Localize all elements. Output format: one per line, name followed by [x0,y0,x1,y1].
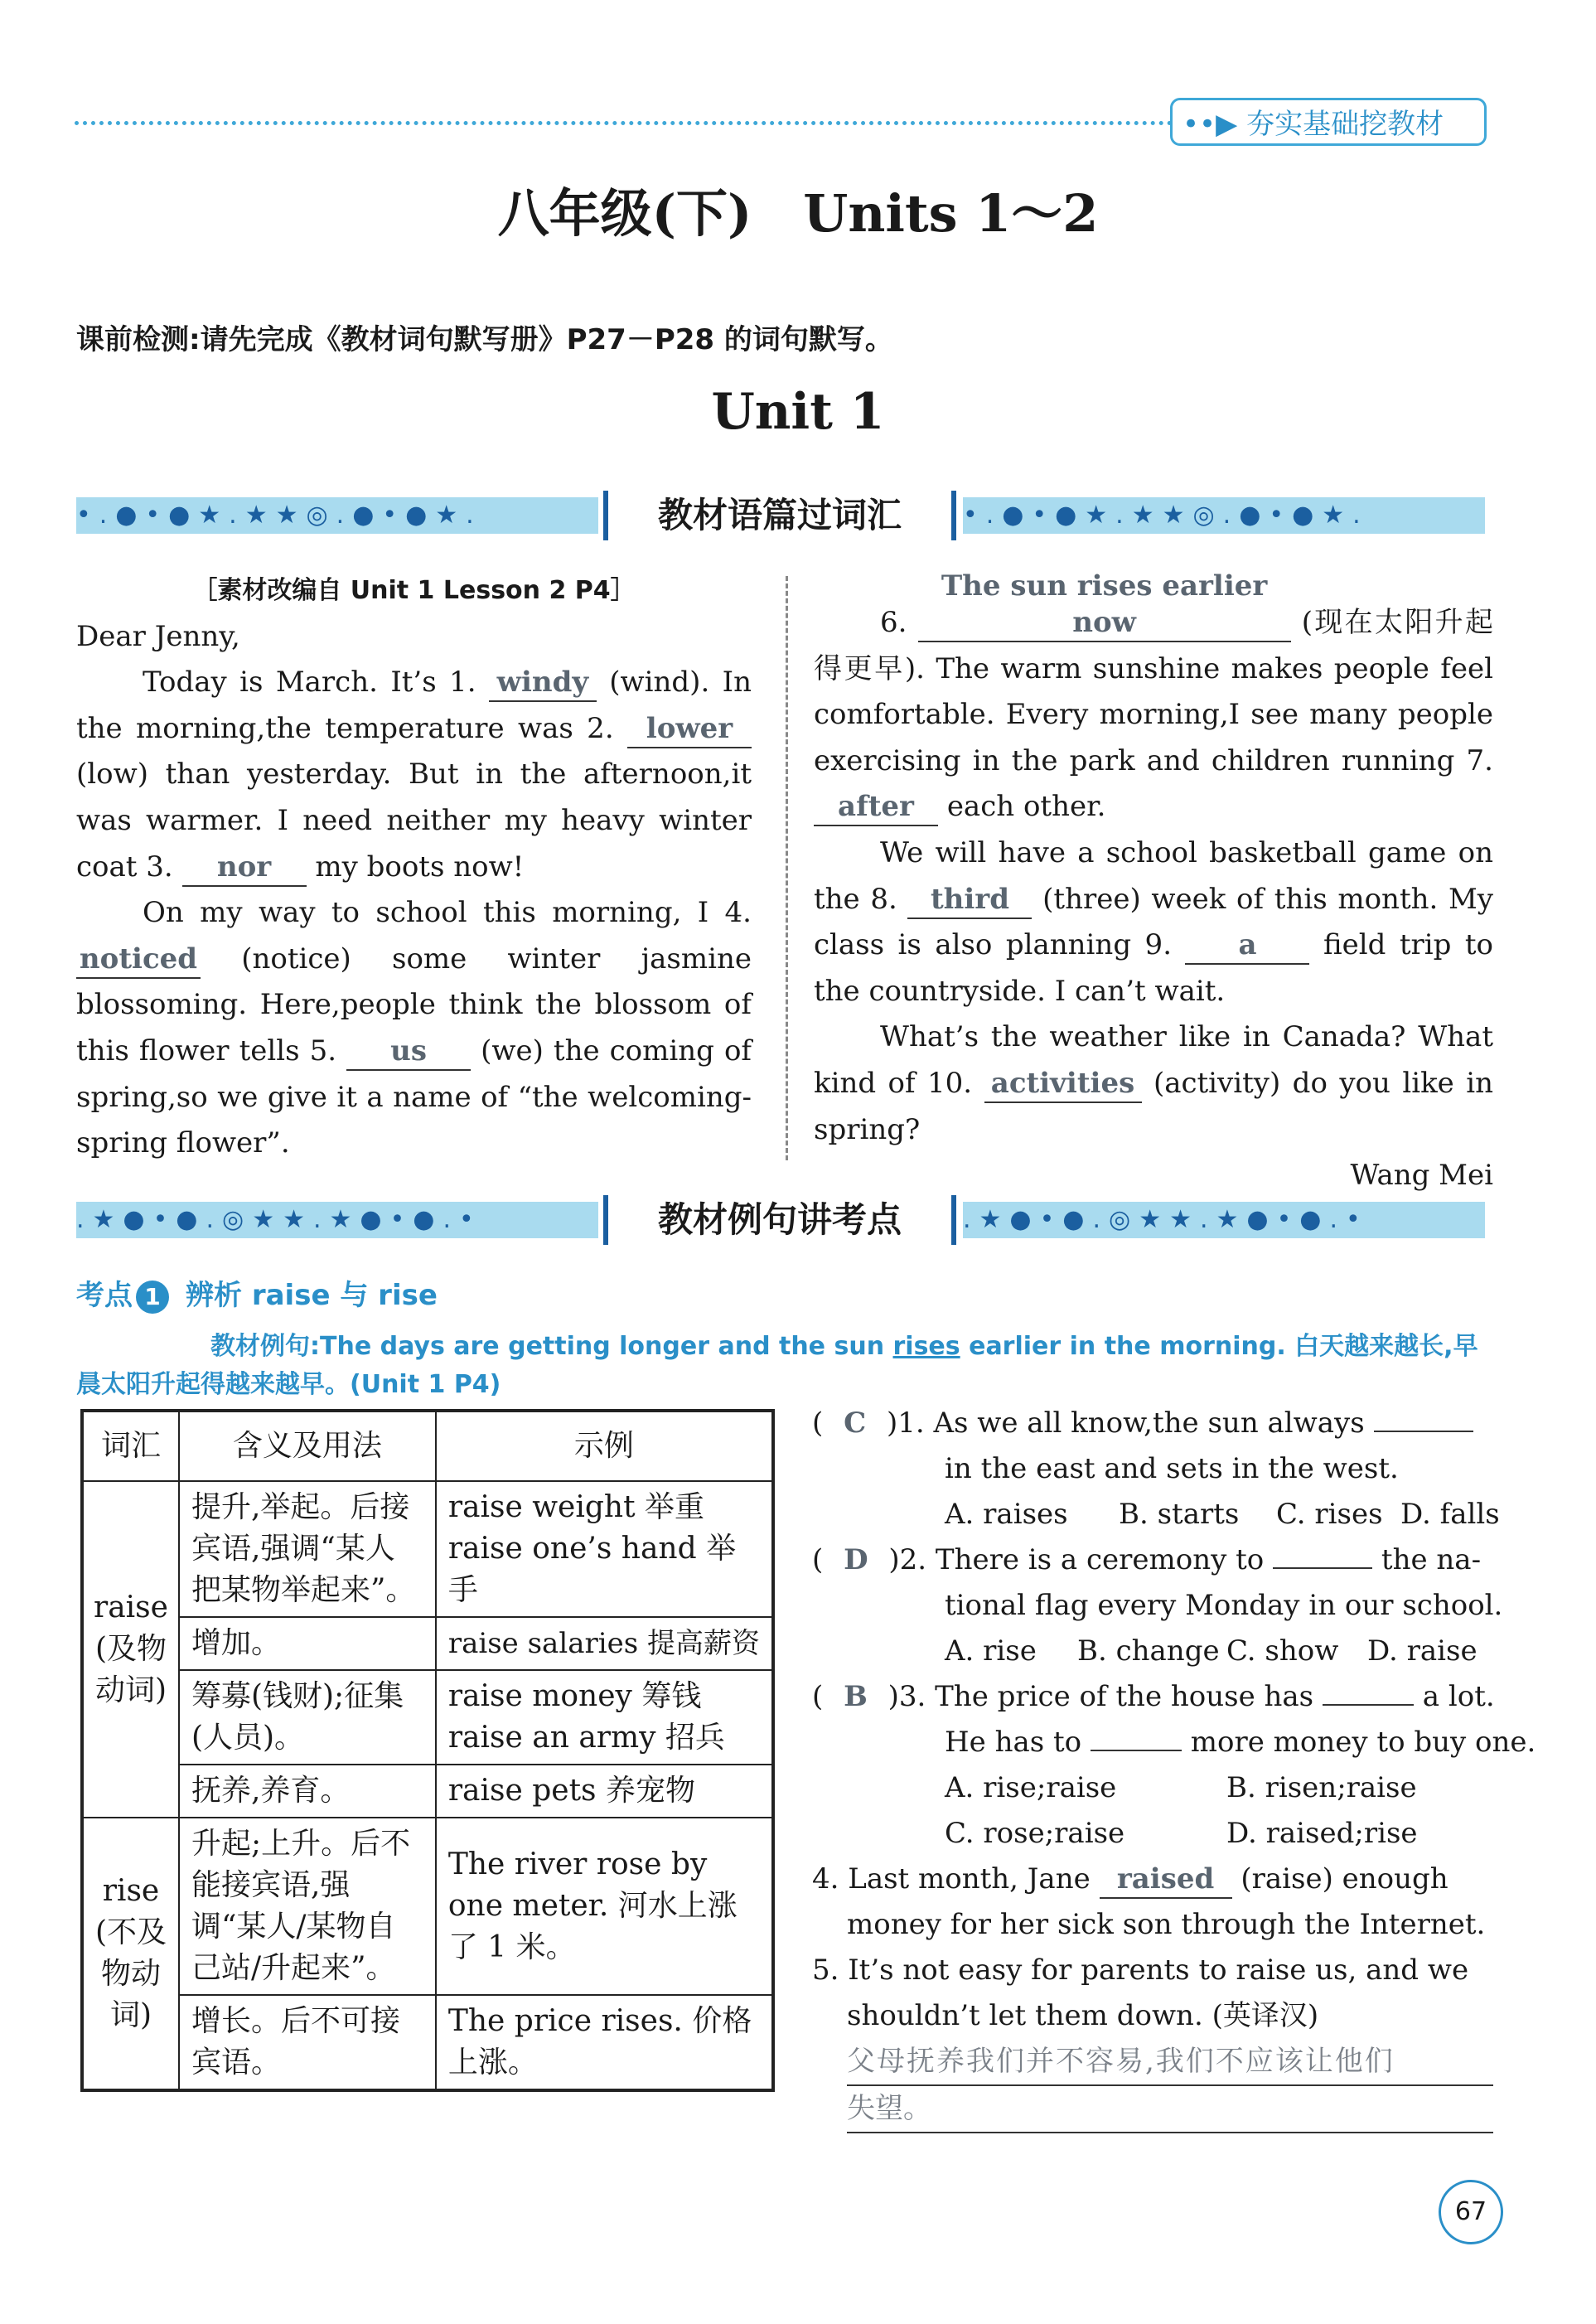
question-4: 4. Last month, Jane raised (raise) enough [812,1857,1500,1902]
question-5-answer-line-1: 父母抚养我们并不容易,我们不应该让他们 [812,2039,1500,2086]
answer-blank-9: a [1185,927,1309,965]
passage-paragraph-5: What’s the weather like in Canada? What kind of 10. activities (activity) do you like in spring? [814,1020,1493,1146]
question-blank [1273,1567,1372,1569]
question-5: 5. It’s not easy for parents to raise us, and we [812,1954,1469,1987]
table-word-raise: raise (及物动词) [82,1481,179,1818]
band-decoration-left: •.●•●★.★★◎.●•●★. [76,497,598,534]
answer-blank-3: nor [182,849,307,887]
exercise-questions: ( C )1. As we all know,the sun always in the east and sets in the west. A. raises B. starts C. rises D. falls ( D )2. There is a ceremony to the na- tional flag every Monday in our school. A. rise B. change C. show D. raise ( B )3. The price of the house has a lot. He has to more money to buy one. A. rise;raise B. risen;raise C. rose;raise D. raised;rise 4. Last month, Jane raised (raise) enough money for her sick son through the Internet. 5. It’s not easy for parents to raise us, and we shouldn’t let them down. (英译汉) 父母抚养我们并不容易,我们不应该让他们 失望。 [812,1401,1500,2133]
question-blank [1323,1704,1414,1706]
answer-blank-7: after [814,788,938,826]
passage-source: ［素材改编自 Unit 1 Lesson 2 P4］ [192,576,636,605]
band-title: 教材语篇过词汇 [603,491,956,540]
pre-check-instruction: 课前检测:请先完成《教材词句默写册》P27－P28 的词句默写。 [76,323,893,356]
table-usage: 升起;上升。后不能接宾语,强调“某人/某物自己站/升起来”。 [179,1818,436,1995]
passage-paragraph-3: 6. The sun rises earlier now (现在太阳升起得更早). The warm sunshine makes people feel comfortable. Every morning,I see many people exercising in the park and children running 7. after each other. [814,568,1493,830]
table-word-rise: rise (不及物动词) [82,1818,179,2090]
passage-greeting: Dear Jenny, [76,619,240,653]
passage-signature: Wang Mei [1350,1159,1493,1193]
question-4-answer: raised [1100,1861,1232,1899]
table-header: 含义及用法 [179,1411,436,1481]
question-1: ( C )1. As we all know,the sun always [812,1401,1500,1446]
table-usage: 筹募(钱财);征集(人员)。 [179,1670,436,1765]
section-band-examples [76,1198,1485,1242]
key-point-number: 1 [136,1281,169,1314]
question-2-options: A. rise B. change C. show D. raise [945,1634,1478,1668]
question-5-answer-line-2: 失望。 [812,2086,1500,2133]
question-blank [1374,1431,1473,1432]
band-decoration-left: .★●•●.◎★★.★●•●.• [76,1202,598,1238]
answer-blank-1: windy [489,664,597,702]
band-decoration-right: .★●•●.◎★★.★●•●.• [963,1202,1485,1238]
passage-paragraph-1: Today is March. It’s 1. windy (wind). In the morning,the temperature was 2. lower (low) than yesterday. But in the afternoon,it was warmer. I need neither my heavy winter coat 3. nor my boots now! [76,660,752,890]
table-usage: 提升,举起。后接宾语,强调“某人把某物举起来”。 [179,1481,436,1617]
table-example: raise salaries 提高薪资 [436,1617,773,1670]
answer-blank-6: The sun rises earlier now [918,568,1291,642]
question-3-options-b: C. rose;raise D. raised;rise [945,1817,1418,1850]
table-example: raise money 筹钱 raise an army 招兵 [436,1670,773,1765]
passage-paragraph-4: We will have a school basketball game on the 8. third (three) week of this month. My class is also planning 9. a field trip to the countryside. I can’t wait. [814,835,1494,1008]
answer-blank-4: noticed [76,941,201,979]
passage-right-column [814,568,1493,1199]
question-2-answer: D [844,1543,868,1576]
passage-paragraph-2: On my way to school this morning, I 4. noticed (notice) some winter jasmine blossoming. Here,people think the blossom of this flower tells 5. us (we) the coming of spring,so we give it a name of “the welcoming-spring flower”. [76,896,752,1160]
section-band-vocabulary [76,494,1485,537]
tag-arrow-icon: ••▶ [1182,108,1238,141]
question-3: ( B )3. The price of the house has a lot. [812,1680,1495,1713]
answer-blank-2: lower [627,710,752,748]
question-1-answer: C [844,1407,867,1440]
textbook-example-sentence: 教材例句:The days are getting longer and the sun rises earlier in the morning. 白天越来越长,早晨太阳升起得越来越早。(Unit 1 P4) [76,1332,1478,1399]
table-usage: 增加。 [179,1617,436,1670]
table-example: raise pets 养宠物 [436,1765,773,1818]
page-title: 八年级(下) Units 1～2 [497,183,1099,244]
table-example: The price rises. 价格上涨。 [436,1995,773,2090]
column-divider [786,576,788,1160]
question-3-options-a: A. rise;raise B. risen;raise [945,1771,1417,1804]
page-number: 67 [1439,2180,1503,2244]
table-header: 示例 [436,1411,773,1481]
band-title: 教材例句讲考点 [603,1195,956,1245]
answer-blank-5: us [346,1033,471,1071]
table-header: 词汇 [82,1411,179,1481]
section-tag-label: 夯实基础挖教材 [1246,108,1444,141]
question-blank [1091,1750,1182,1751]
key-point-title: 辨析 raise 与 rise [186,1279,438,1312]
unit-title: Unit 1 [711,383,885,441]
question-2: ( D )2. There is a ceremony to the na- [812,1543,1482,1576]
question-1-options: A. raises B. starts C. rises D. falls [945,1498,1500,1531]
header-dotted-line [75,121,1173,125]
table-usage: 抚养,养育。 [179,1765,436,1818]
key-point-heading: 考点 1 辨析 raise 与 rise [76,1279,438,1312]
table-example: raise weight 举重 raise one’s hand 举手 [436,1481,773,1617]
answer-blank-10: activities [984,1065,1142,1103]
passage-left-column [76,568,752,1167]
question-3-answer: B [844,1680,868,1713]
section-tag [1170,98,1487,146]
answer-blank-8: third [907,881,1032,919]
band-decoration-right: •.●•●★.★★◎.●•●★. [963,497,1485,534]
table-usage: 增长。后不可接宾语。 [179,1995,436,2090]
table-example: The river rose by one meter. 河水上涨了 1 米。 [436,1818,773,1995]
raise-rise-table [80,1409,775,2092]
